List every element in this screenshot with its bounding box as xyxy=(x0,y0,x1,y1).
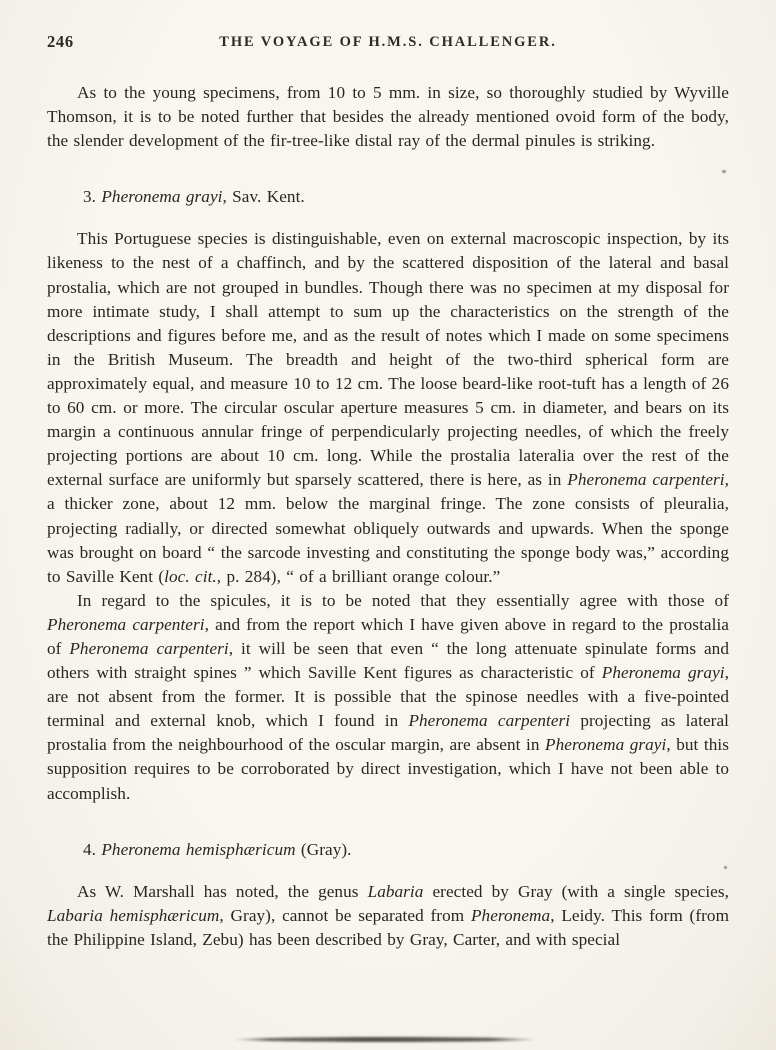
italic-text-run: Pheronema xyxy=(470,905,551,925)
text-run: , a thicker zone, about 12 mm. below the marginal fringe. The zone consists of pleuralia, projecting radially, or directed somewhat obliquely outwards and upwards. When the sponge was brought on board “ the sarcode investing and constituting the sponge body was,” according to Saville Kent ( xyxy=(47,470,729,586)
italic-text-run: Labaria hemisphæricum xyxy=(47,905,220,925)
text-run: , and from the report which I have given above in regard to the prostalia of xyxy=(47,614,729,658)
paragraph-marshall xyxy=(47,880,729,952)
page-header xyxy=(47,34,729,51)
page-number: 246 xyxy=(47,32,74,51)
scan-edge-artifact xyxy=(233,1037,538,1042)
italic-text-run: Pheronema hemisphæricum xyxy=(101,839,296,859)
text-run: As W. Marshall has noted, the genus xyxy=(77,881,368,901)
text-run: , are not absent from the former. It is possible that the spinose needles with a five-pointed terminal and external knob, which I found in xyxy=(47,663,729,731)
text-run: , Leidy. This form (from the Philippine Island, Zebu) has been described by Gray, Carter, and with special xyxy=(47,905,730,949)
italic-text-run: Pheronema carpenteri xyxy=(567,470,725,490)
section-heading-pheronema-grayi xyxy=(83,185,729,209)
text-run: (Gray). xyxy=(295,839,352,859)
italic-text-run: Labaria xyxy=(367,881,424,901)
text-run: erected by Gray (with a single species, xyxy=(423,881,730,901)
scan-speck xyxy=(722,170,726,173)
text-run: This Portuguese species is distinguishable, even on external macroscopic inspection, by its likeness to the nest of a chaffinch, and by the scattered disposition of the lateral and basal prostalia, which are not grouped in bundles. Though there was no specimen at my disposal for more intimate study, I shall attempt to sum up the characteristics on the strength of the descriptions and figures before me, and as the result of notes which I made on some specimens in the British Museum. The breadth and height of the two-third spherical form are approximately equal, and measure 10 to 12 cm. The loose beard-like root-tuft has a length of 26 to 60 cm. or more. The circular oscular aperture measures 5 cm. in diameter, and bears on its margin a continuous annular fringe of perpendicularly projecting needles, of which the freely projecting portions are about 10 cm. long. While the prostalia lateralia over the rest of the external surface are uniformly but sparsely scattered, there is here, as in xyxy=(47,229,729,490)
italic-text-run: Pheronema carpenteri xyxy=(69,638,229,658)
text-run: , but this supposition requires to be corroborated by direct investigation, which I have not been able to accomplish. xyxy=(47,735,729,803)
section-heading-pheronema-hemisphaericum xyxy=(83,838,729,862)
text-run: 4. xyxy=(83,839,102,859)
text-run: As to the young specimens, from 10 to 5 mm. in size, so thoroughly studied by Wyville Thomson, it is to be noted further that besides the already mentioned ovoid form of the body, the slender development of the fir-tree-like distal ray of the dermal pinules is striking. xyxy=(47,83,729,151)
paragraph-spicules xyxy=(47,589,729,806)
text-run: In regard to the spicules, it is to be noted that they essentially agree with those of xyxy=(77,590,729,610)
text-run: projecting as lateral prostalia from the neighbourhood of the oscular margin, are absent in xyxy=(47,711,729,755)
running-header-title: THE VOYAGE OF H.M.S. CHALLENGER. xyxy=(219,34,557,50)
paragraph-portuguese-species xyxy=(47,227,729,588)
italic-text-run: Pheronema carpenteri xyxy=(47,614,205,634)
italic-text-run: Pheronema carpenteri xyxy=(408,711,571,731)
italic-text-run: loc. cit. xyxy=(164,566,217,586)
text-run: , Sav. Kent. xyxy=(222,187,305,207)
italic-text-run: Pheronema grayi xyxy=(601,663,725,683)
paragraph-young-specimens xyxy=(47,81,729,153)
italic-text-run: Pheronema grayi xyxy=(545,735,667,755)
text-run: 3. xyxy=(83,187,102,207)
page-body xyxy=(47,81,729,952)
italic-text-run: Pheronema grayi xyxy=(101,187,223,207)
text-run: , Gray), cannot be separated from xyxy=(219,905,471,925)
text-run: , p. 284), “ of a brilliant orange colour.” xyxy=(216,566,501,586)
scan-speck xyxy=(724,866,727,869)
text-run: , it will be seen that even “ the long attenuate spinulate forms and others with straight spines ” which Saville Kent figures as characteristic of xyxy=(47,638,729,683)
